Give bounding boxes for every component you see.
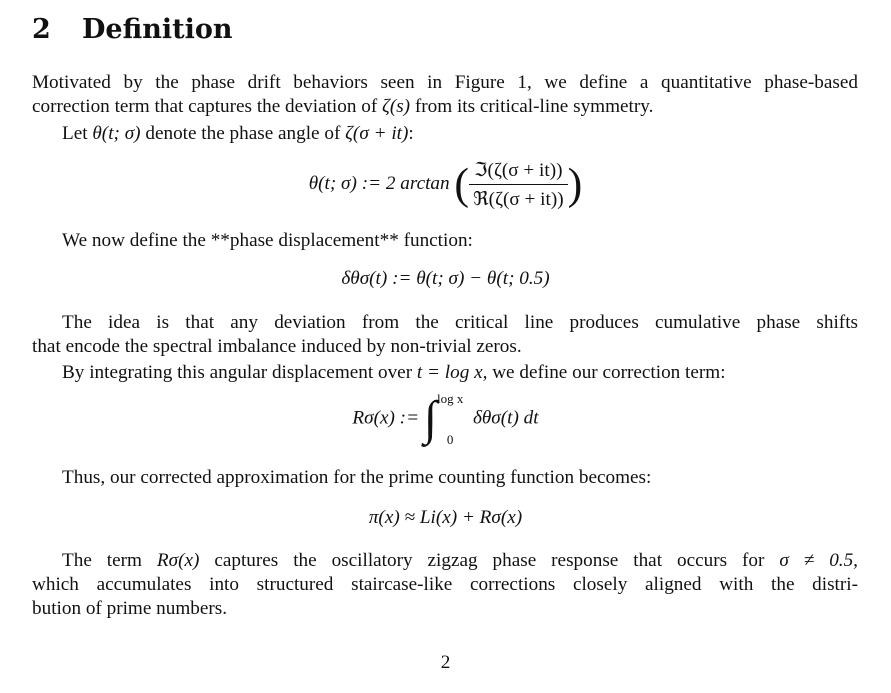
fraction-numerator: ℑ(ζ(σ + it)) — [469, 158, 568, 185]
paragraph-let-theta — [32, 122, 888, 146]
left-paren-glyph: ( — [454, 159, 470, 209]
section-title: Definition — [82, 14, 233, 45]
eq1-lhs: θ(t; σ) := 2 arctan — [308, 172, 450, 194]
paragraph-idea — [32, 311, 858, 359]
section-number: 2 — [32, 14, 51, 45]
right-paren-glyph: ) — [567, 159, 583, 209]
math-zeta-s: ζ(s) — [382, 96, 411, 117]
text-run: The term — [62, 550, 157, 571]
eq2-body: δθσ(t) := θ(t; σ) − θ(t; 0.5) — [341, 268, 550, 289]
math-t-logx: t = log x — [416, 362, 483, 383]
paragraph-integrating — [32, 361, 888, 385]
fraction-denominator: ℜ(ζ(σ + it)) — [473, 189, 564, 210]
text-run: Let — [62, 123, 93, 144]
paragraph-line: bution of prime numbers. — [32, 598, 228, 619]
section-heading — [32, 14, 232, 45]
integral-upper-limit: log x — [436, 391, 464, 406]
text-run: , we define our correction term: — [482, 362, 726, 383]
paragraph-term — [32, 549, 858, 621]
paragraph-line — [32, 95, 858, 119]
paragraph-line: which accumulates into structured staircase-like corrections closely aligned with the distri- — [32, 574, 858, 595]
text-run: correction term that captures the deviation of — [32, 96, 383, 117]
math-R-sigma-x: Rσ(x) — [156, 550, 200, 571]
paragraph-thus: Thus, our corrected approximation for the prime counting function becomes: — [62, 467, 652, 488]
paragraph-line — [32, 549, 858, 573]
equation-pi-approx — [0, 507, 891, 529]
integral-lower-limit: 0 — [446, 432, 454, 447]
equation-delta-theta — [0, 268, 891, 290]
equation-R-sigma — [0, 391, 891, 447]
eq3-lhs: Rσ(x) := — [352, 407, 420, 429]
paragraph-line: The idea is that any deviation from the critical line produces cumulative phase shifts — [62, 312, 858, 333]
equation-theta — [0, 158, 891, 211]
paragraph-line: Motivated by the phase drift behaviors seen in Figure 1, we define a quantitative phase-based — [32, 72, 858, 93]
fraction — [469, 158, 568, 211]
text-run: from its critical-line symmetry. — [410, 96, 654, 117]
text-run: By integrating this angular displacement over — [62, 362, 417, 383]
page-number: 2 — [440, 652, 451, 673]
integral-sign-glyph: ∫ — [423, 392, 437, 445]
eq4-body: π(x) ≈ Li(x) + Rσ(x) — [368, 507, 523, 528]
math-theta: θ(t; σ) — [92, 123, 141, 144]
paragraph-line: that encode the spectral imbalance induced by non-trivial zeros. — [32, 336, 522, 357]
paragraph-motivation — [32, 71, 858, 119]
eq3-integrand: δθσ(t) dt — [472, 407, 539, 429]
text-run: denote the phase angle of — [140, 123, 346, 144]
math-sigma-neq: σ ≠ 0.5, — [779, 550, 858, 571]
paragraph-define-displacement: We now define the **phase displacement** function: — [62, 230, 473, 251]
text-run: : — [408, 123, 414, 144]
integral-limits — [436, 391, 464, 447]
text-run: captures the oscillatory zigzag phase response that occurs for — [199, 550, 780, 571]
math-zeta-sigma-it: ζ(σ + it) — [345, 123, 409, 144]
